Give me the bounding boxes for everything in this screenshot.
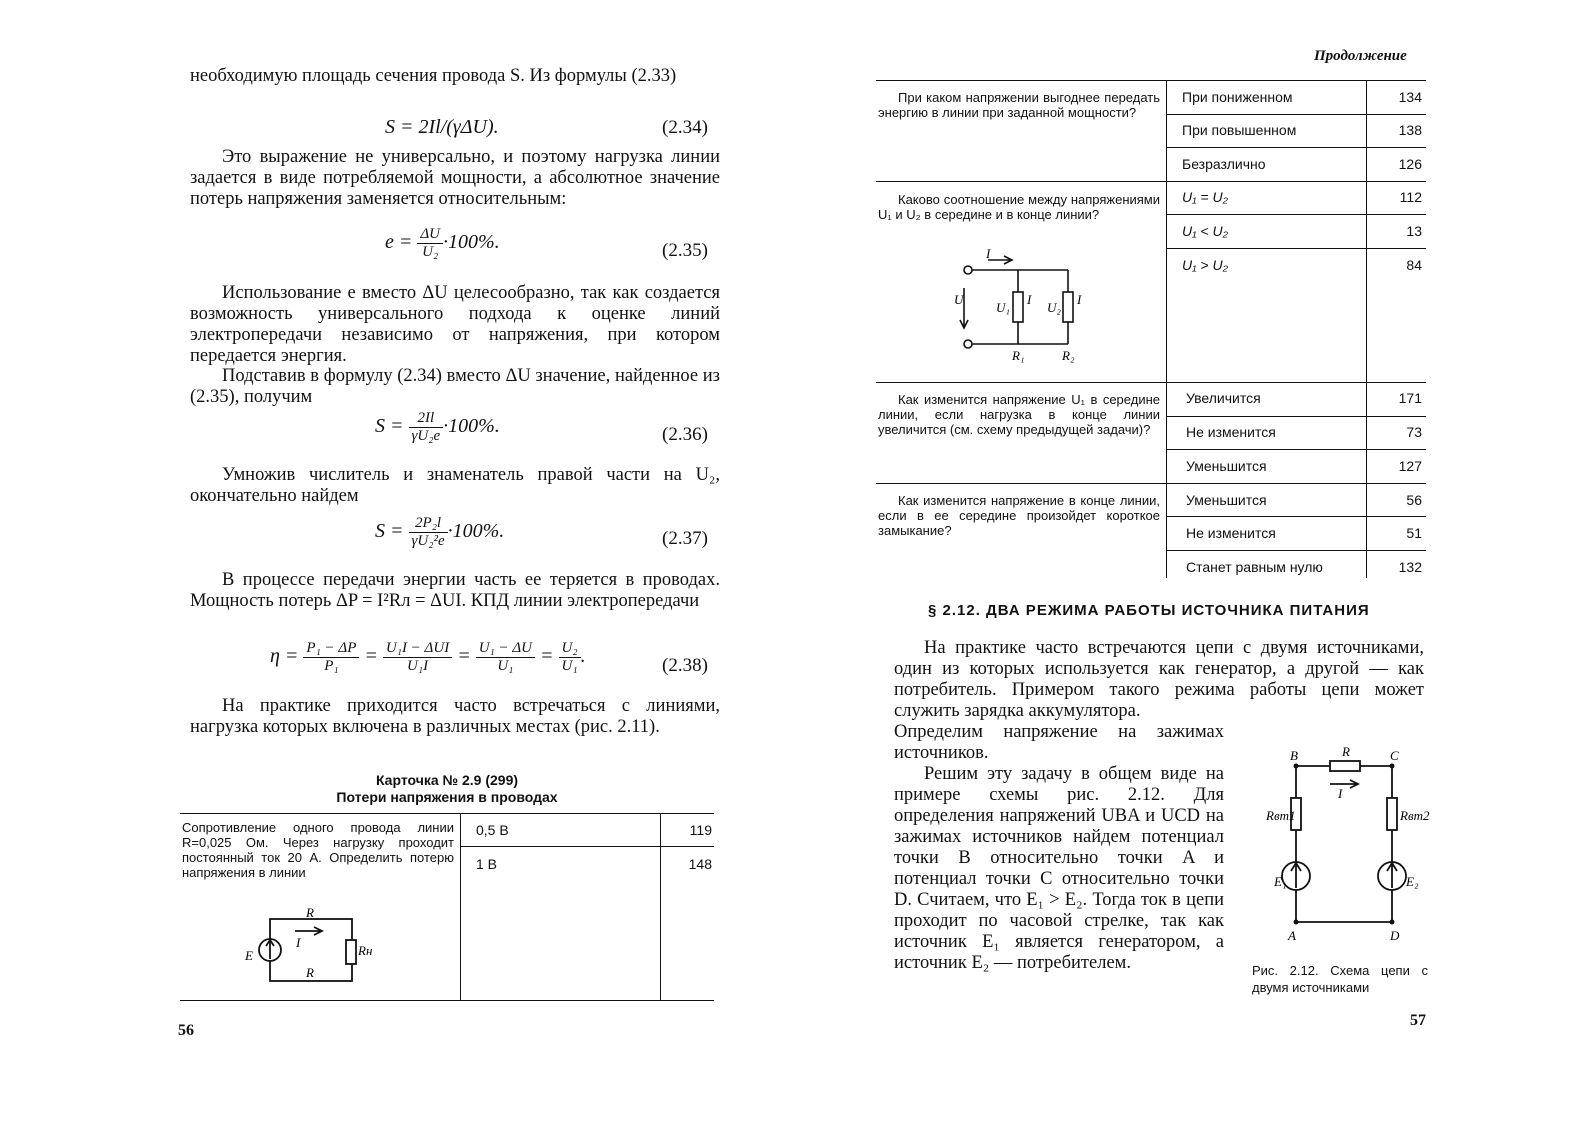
- paragraph: На практике часто встречаются цепи с двумя источниками, один из которых используется как генератор, а другой — как потребитель. Примером такого режима работы цепи может служить зарядка аккумулятора.: [894, 638, 1424, 721]
- paragraph: необходимую площадь сечения провода S. Из формулы (2.33): [190, 66, 677, 86]
- label-rbt1: Rвт1: [1266, 808, 1296, 823]
- page-number: 56: [178, 1022, 194, 1039]
- row-line: [1166, 516, 1426, 517]
- answer-code: 119: [689, 822, 712, 838]
- answer-text: 0,5 В: [476, 822, 509, 838]
- equation-2-34: S = 2Il/(γΔU).: [385, 116, 499, 138]
- label-i: I: [1027, 292, 1032, 307]
- answer-code: 134: [1398, 89, 1422, 105]
- table-divider: [1366, 80, 1367, 578]
- equation-number: (2.38): [662, 655, 708, 676]
- answer-text: Не изменится: [1186, 424, 1276, 440]
- answer-code: 73: [1406, 424, 1422, 440]
- answer-text: Не изменится: [1186, 525, 1276, 541]
- table-border: [180, 813, 714, 814]
- label-r2: R₂: [1062, 348, 1075, 363]
- label-c: C: [1390, 748, 1399, 763]
- label-u1: U₁: [996, 300, 1010, 315]
- answer-code: 84: [1406, 257, 1422, 273]
- answer-text: При повышенном: [1182, 122, 1297, 138]
- page-number: 57: [1410, 1012, 1426, 1029]
- answer-text: Безразлично: [1182, 156, 1266, 172]
- paragraph: В процессе передачи энергии часть ее теряется в проводах. Мощность потерь ΔP = I²Rл = ΔUI. КПД линии электропередачи: [190, 570, 720, 611]
- row-line: [876, 181, 1426, 182]
- answer-text: При пониженном: [1182, 89, 1293, 105]
- circuit-diagram: [240, 905, 373, 993]
- answer-text: Увеличится: [1186, 390, 1261, 406]
- label-i: I: [1338, 786, 1343, 801]
- paragraph: Использование e вместо ΔU целесообразно, так как создается возможность универсального подхода к оценке линий электропередачи независимо от напряжения, при котором передается энергия.: [190, 283, 720, 366]
- label-e2: E₂: [1406, 874, 1419, 889]
- label-rbt2: Rвт2: [1400, 808, 1430, 823]
- answer-code: 132: [1398, 559, 1422, 575]
- row-line: [876, 382, 1426, 383]
- label-i: I: [986, 246, 991, 261]
- answer-text: U₁ < U₂: [1182, 223, 1228, 239]
- question: Как изменится напряжение U₁ в середине линии, если нагрузка в конце линии увеличится (см. схему предыдущей задачи)?: [878, 392, 1160, 437]
- row-line: [1166, 114, 1426, 115]
- continuation-label: Продолжение: [1314, 48, 1407, 64]
- figure-caption: Рис. 2.12. Схема цепи с двумя источниками: [1252, 963, 1428, 995]
- question: Каково соотношение между напряжениями U₁ и U₂ в середине и в конце линии?: [878, 192, 1160, 222]
- paragraph: Это выражение не универсально, и поэтому нагрузка линии задается в виде потребляемой мощности, а абсолютное значение потерь напряжения заменяется относительным:: [190, 147, 720, 209]
- fraction: $\frac{\Delta U}{\text{U₂}}$: [417, 226, 443, 261]
- row-line: [1166, 416, 1426, 417]
- label-r: R: [306, 965, 314, 980]
- paragraph: На практике приходится часто встречаться с линиями, нагрузка которых включена в различных местах (рис. 2.11).: [190, 696, 720, 737]
- circuit-diagram: [954, 248, 1104, 370]
- equation-2-38: η = $\frac{\text{P₁ − ΔP}}{\text{P₁}}$ = $\frac{\text{U₁I − ΔUI}}{\text{U₁I}}$ = $\frac{\text{U₁ − ΔU}}{\text{U₁}}$ = $\frac{\text{U₂}}{\text{U₁}}$ .: [270, 640, 586, 674]
- section-heading: § 2.12. ДВА РЕЖИМА РАБОТЫ ИСТОЧНИКА ПИТАНИЯ: [928, 602, 1370, 619]
- equation-number: (2.36): [662, 424, 708, 445]
- label-r: R: [1342, 744, 1350, 759]
- right-page: [794, 0, 1588, 1134]
- card-title: Карточка № 2.9 (299): [375, 772, 519, 788]
- fraction: $\frac{\text{P₁ − ΔP}}{\text{P₁}}$: [303, 640, 359, 675]
- answer-code: 56: [1406, 492, 1422, 508]
- table-divider: [460, 846, 714, 847]
- table-divider: [460, 813, 461, 1000]
- label-r: R: [306, 905, 314, 920]
- question: Как изменится напряжение в конце линии, если в ее середине произойдет короткое замыкание?: [878, 493, 1160, 538]
- table-border: [180, 1000, 714, 1001]
- equation-number: (2.35): [662, 240, 708, 261]
- label-a: A: [1288, 928, 1296, 943]
- label-i: I: [1077, 292, 1082, 307]
- row-line: [1166, 147, 1426, 148]
- fraction: $\frac{\text{2P₂l}}{\text{γU₂²e}}$: [409, 515, 448, 550]
- answer-text: Уменьшится: [1186, 458, 1267, 474]
- equation-2-36: S = $\frac{2Il}{\text{γU₂e}}$ ·100%.: [375, 410, 500, 444]
- label-b: B: [1290, 748, 1298, 763]
- equation-2-37: S = $\frac{\text{2P₂l}}{\text{γU₂²e}}$ ·100%.: [375, 515, 505, 549]
- paragraph: Решим эту задачу в общем виде на примере схемы рис. 2.12. Для определения напряжений UBA и UCD на зажимах источников найдем потенциал точки B относительно точки A и потенциал точки C относительно точки D. Считаем, что E₁ > E₂. Тогда ток в цепи проходит по часовой стрелке, так как источник E₁ является генератором, а источник E₂ — потребителем.: [894, 764, 1224, 973]
- label-u2: U₂: [1047, 300, 1061, 315]
- circuit-diagram-fig-2-12: [1234, 740, 1434, 950]
- row-line: [1166, 248, 1426, 249]
- label-i: I: [296, 935, 301, 950]
- label-e1: E₁: [1274, 874, 1287, 889]
- answer-code: 112: [1399, 189, 1422, 205]
- answer-code: 138: [1398, 122, 1422, 138]
- answer-text: U₁ > U₂: [1182, 257, 1228, 273]
- table-divider: [1166, 80, 1167, 578]
- answer-text: Уменьшится: [1186, 492, 1267, 508]
- table-divider: [660, 813, 661, 1000]
- paragraph: Определим напряжение на зажимах источников.: [894, 722, 1224, 763]
- answer-code: 148: [688, 856, 712, 872]
- row-line: [1166, 449, 1426, 450]
- label-e: E: [245, 948, 253, 963]
- fraction: $\frac{2Il}{\text{γU₂e}}$: [409, 410, 444, 445]
- equation-number: (2.37): [662, 528, 708, 549]
- answer-code: 127: [1398, 458, 1422, 474]
- question: При каком напряжении выгоднее передать энергию в линии при заданной мощности?: [878, 90, 1160, 120]
- row-line: [1166, 214, 1426, 215]
- answer-code: 171: [1398, 390, 1422, 406]
- fraction: $\frac{\text{U₁I − ΔUI}}{\text{U₁I}}$: [383, 640, 452, 675]
- fraction: $\frac{\text{U₂}}{\text{U₁}}$: [559, 640, 581, 675]
- row-line: [1166, 550, 1426, 551]
- table-border: [876, 80, 1426, 81]
- answer-text: Станет равным нулю: [1186, 559, 1323, 575]
- label-d: D: [1390, 928, 1400, 943]
- answer-code: 13: [1406, 223, 1422, 239]
- answer-text: 1 В: [476, 856, 498, 872]
- answer-code: 51: [1406, 525, 1422, 541]
- label-r1: R₁: [1012, 348, 1025, 363]
- answer-text: U₁ = U₂: [1182, 189, 1228, 205]
- card-subtitle: Потери напряжения в проводах: [336, 789, 558, 805]
- label-rn: Rн: [358, 943, 373, 958]
- fraction: $\frac{\text{U₁ − ΔU}}{\text{U₁}}$: [476, 640, 535, 675]
- equation-number: (2.34): [662, 117, 708, 138]
- answer-code: 126: [1398, 156, 1422, 172]
- paragraph: Умножив числитель и знаменатель правой части на U₂, окончательно найдем: [190, 465, 720, 506]
- card-question: Сопротивление одного провода линии R=0,025 Ом. Через нагрузку проходит постоянный ток 20 А. Определить потерю напряжения в линии: [182, 820, 454, 880]
- row-line: [876, 483, 1426, 484]
- equation-2-35: e = $\frac{\Delta U}{\text{U₂}}$ ·100%.: [385, 226, 500, 260]
- label-u: U: [954, 292, 964, 307]
- paragraph: Подставив в формулу (2.34) вместо ΔU значение, найденное из (2.35), получим: [190, 366, 720, 407]
